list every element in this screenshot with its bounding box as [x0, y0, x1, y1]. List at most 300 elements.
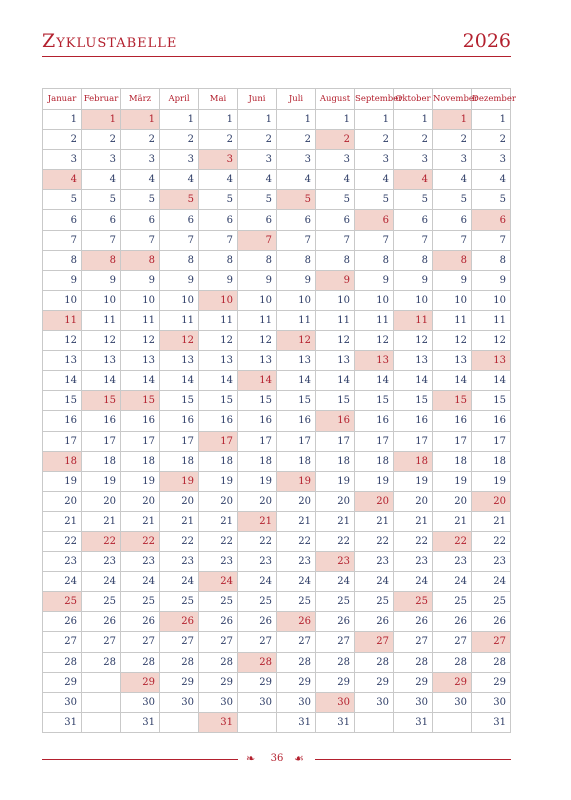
highlighted-day-cell: 28 — [238, 652, 277, 672]
highlighted-day-cell: 23 — [316, 552, 355, 572]
highlighted-day-cell: 3 — [199, 150, 238, 170]
day-row — [43, 371, 511, 391]
day-cell: 28 — [355, 652, 394, 672]
day-cell: 28 — [43, 652, 82, 672]
day-cell: 1 — [394, 110, 433, 130]
highlighted-day-cell: 25 — [43, 592, 82, 612]
day-cell: 2 — [82, 130, 121, 150]
day-cell: 21 — [160, 511, 199, 531]
day-cell: 26 — [316, 612, 355, 632]
day-row — [43, 290, 511, 310]
day-cell: 13 — [394, 351, 433, 371]
day-cell: 16 — [121, 411, 160, 431]
day-cell: 23 — [43, 552, 82, 572]
day-cell: 24 — [355, 572, 394, 592]
day-cell: 2 — [433, 130, 472, 150]
day-cell: 17 — [82, 431, 121, 451]
day-row — [43, 652, 511, 672]
day-cell: 31 — [43, 712, 82, 732]
day-cell: 21 — [394, 511, 433, 531]
day-cell: 30 — [121, 692, 160, 712]
month-header: Januar — [43, 89, 82, 110]
day-cell: 22 — [277, 531, 316, 551]
year-label: 2026 — [462, 30, 511, 52]
day-cell: 7 — [316, 230, 355, 250]
day-cell: 4 — [160, 170, 199, 190]
day-cell: 16 — [199, 411, 238, 431]
day-cell: 28 — [394, 652, 433, 672]
day-cell: 25 — [277, 592, 316, 612]
day-cell: 18 — [82, 451, 121, 471]
day-cell: 21 — [472, 511, 511, 531]
day-cell: 20 — [199, 491, 238, 511]
day-cell: 7 — [277, 230, 316, 250]
day-cell: 16 — [82, 411, 121, 431]
page-footer — [42, 752, 511, 768]
day-cell: 17 — [277, 431, 316, 451]
month-header: Mai — [199, 89, 238, 110]
day-cell: 16 — [43, 411, 82, 431]
day-cell: 10 — [433, 290, 472, 310]
highlighted-day-cell: 15 — [433, 391, 472, 411]
highlighted-day-cell: 24 — [199, 572, 238, 592]
day-row — [43, 612, 511, 632]
day-cell: 14 — [277, 371, 316, 391]
highlighted-day-cell: 18 — [43, 451, 82, 471]
highlighted-day-cell: 18 — [394, 451, 433, 471]
day-cell: 20 — [82, 491, 121, 511]
highlighted-day-cell: 11 — [394, 310, 433, 330]
day-cell: 3 — [82, 150, 121, 170]
day-cell: 19 — [238, 471, 277, 491]
day-cell: 12 — [82, 331, 121, 351]
day-cell: 21 — [355, 511, 394, 531]
day-cell: 8 — [277, 250, 316, 270]
day-cell: 8 — [472, 250, 511, 270]
day-cell: 7 — [160, 230, 199, 250]
day-cell: 23 — [160, 552, 199, 572]
day-row — [43, 491, 511, 511]
day-cell: 11 — [355, 310, 394, 330]
day-cell: 4 — [121, 170, 160, 190]
day-cell: 17 — [43, 431, 82, 451]
empty-cell — [433, 712, 472, 732]
day-cell: 31 — [316, 712, 355, 732]
day-cell: 27 — [433, 632, 472, 652]
day-cell: 21 — [316, 511, 355, 531]
highlighted-day-cell: 15 — [82, 391, 121, 411]
day-cell: 5 — [316, 190, 355, 210]
highlighted-day-cell: 22 — [121, 531, 160, 551]
day-cell: 19 — [199, 471, 238, 491]
day-cell: 12 — [316, 331, 355, 351]
month-header: April — [160, 89, 199, 110]
cycle-table — [42, 88, 516, 733]
day-cell: 28 — [316, 652, 355, 672]
day-cell: 30 — [199, 692, 238, 712]
day-cell: 28 — [160, 652, 199, 672]
day-cell: 11 — [199, 310, 238, 330]
day-cell: 7 — [199, 230, 238, 250]
day-cell: 13 — [199, 351, 238, 371]
day-cell: 8 — [160, 250, 199, 270]
day-cell: 10 — [82, 290, 121, 310]
month-header-row — [43, 89, 511, 110]
day-cell: 7 — [394, 230, 433, 250]
day-cell: 14 — [472, 371, 511, 391]
day-row — [43, 310, 511, 330]
day-cell: 14 — [43, 371, 82, 391]
day-cell: 23 — [355, 552, 394, 572]
day-cell: 25 — [238, 592, 277, 612]
highlighted-day-cell: 29 — [433, 672, 472, 692]
day-cell: 2 — [394, 130, 433, 150]
footer-rule-left — [42, 759, 238, 760]
day-cell: 11 — [238, 310, 277, 330]
day-row — [43, 511, 511, 531]
day-row — [43, 471, 511, 491]
day-cell: 31 — [277, 712, 316, 732]
day-cell: 25 — [355, 592, 394, 612]
day-cell: 5 — [472, 190, 511, 210]
day-rows — [43, 110, 511, 733]
highlighted-day-cell: 30 — [316, 692, 355, 712]
day-cell: 16 — [277, 411, 316, 431]
day-cell: 18 — [316, 451, 355, 471]
day-cell: 24 — [472, 572, 511, 592]
day-cell: 5 — [43, 190, 82, 210]
day-cell: 8 — [199, 250, 238, 270]
day-cell: 17 — [121, 431, 160, 451]
day-cell: 17 — [355, 431, 394, 451]
day-cell: 5 — [394, 190, 433, 210]
day-row — [43, 572, 511, 592]
highlighted-day-cell: 19 — [160, 471, 199, 491]
day-cell: 25 — [82, 592, 121, 612]
highlighted-day-cell: 8 — [433, 250, 472, 270]
highlighted-day-cell: 2 — [316, 130, 355, 150]
month-header: September — [355, 89, 394, 110]
day-cell: 27 — [82, 632, 121, 652]
day-cell: 24 — [238, 572, 277, 592]
day-cell: 14 — [433, 371, 472, 391]
day-cell: 30 — [355, 692, 394, 712]
day-cell: 29 — [316, 672, 355, 692]
day-cell: 30 — [277, 692, 316, 712]
day-cell: 7 — [433, 230, 472, 250]
highlighted-day-cell: 8 — [82, 250, 121, 270]
day-cell: 13 — [433, 351, 472, 371]
day-cell: 17 — [472, 431, 511, 451]
day-cell: 24 — [160, 572, 199, 592]
day-row — [43, 411, 511, 431]
day-cell: 10 — [394, 290, 433, 310]
day-cell: 2 — [472, 130, 511, 150]
day-cell: 23 — [82, 552, 121, 572]
empty-cell — [355, 712, 394, 732]
day-cell: 1 — [199, 110, 238, 130]
day-cell: 9 — [433, 270, 472, 290]
day-cell: 1 — [472, 110, 511, 130]
day-cell: 29 — [199, 672, 238, 692]
day-cell: 5 — [121, 190, 160, 210]
day-cell: 4 — [199, 170, 238, 190]
highlighted-day-cell: 26 — [277, 612, 316, 632]
day-cell: 7 — [472, 230, 511, 250]
day-cell: 3 — [355, 150, 394, 170]
day-cell: 6 — [43, 210, 82, 230]
day-cell: 2 — [355, 130, 394, 150]
day-cell: 5 — [199, 190, 238, 210]
day-cell: 23 — [433, 552, 472, 572]
day-cell: 4 — [355, 170, 394, 190]
day-cell: 16 — [394, 411, 433, 431]
day-cell: 22 — [160, 531, 199, 551]
day-cell: 7 — [43, 230, 82, 250]
day-cell: 20 — [160, 491, 199, 511]
highlighted-day-cell: 29 — [121, 672, 160, 692]
day-row — [43, 552, 511, 572]
day-cell: 27 — [121, 632, 160, 652]
day-cell: 9 — [472, 270, 511, 290]
day-cell: 10 — [277, 290, 316, 310]
day-cell: 8 — [394, 250, 433, 270]
day-cell: 9 — [238, 270, 277, 290]
day-cell: 8 — [355, 250, 394, 270]
month-header: Oktober — [394, 89, 433, 110]
day-cell: 22 — [355, 531, 394, 551]
highlighted-day-cell: 7 — [238, 230, 277, 250]
day-cell: 23 — [199, 552, 238, 572]
highlighted-day-cell: 11 — [43, 310, 82, 330]
day-cell: 22 — [199, 531, 238, 551]
month-header: Juni — [238, 89, 277, 110]
day-cell: 3 — [160, 150, 199, 170]
highlighted-day-cell: 1 — [433, 110, 472, 130]
day-cell: 18 — [238, 451, 277, 471]
day-cell: 10 — [238, 290, 277, 310]
day-cell: 4 — [433, 170, 472, 190]
day-cell: 11 — [472, 310, 511, 330]
day-cell: 27 — [160, 632, 199, 652]
day-cell: 23 — [277, 552, 316, 572]
day-cell: 1 — [355, 110, 394, 130]
day-cell: 25 — [316, 592, 355, 612]
day-cell: 29 — [160, 672, 199, 692]
day-cell: 24 — [394, 572, 433, 592]
day-cell: 29 — [394, 672, 433, 692]
day-cell: 8 — [238, 250, 277, 270]
day-cell: 20 — [433, 491, 472, 511]
day-cell: 4 — [472, 170, 511, 190]
day-cell: 3 — [316, 150, 355, 170]
day-cell: 17 — [316, 431, 355, 451]
day-cell: 22 — [43, 531, 82, 551]
day-cell: 11 — [121, 310, 160, 330]
day-row — [43, 592, 511, 612]
day-cell: 30 — [160, 692, 199, 712]
day-cell: 18 — [121, 451, 160, 471]
day-cell: 26 — [472, 612, 511, 632]
day-cell: 30 — [433, 692, 472, 712]
day-cell: 12 — [43, 331, 82, 351]
day-cell: 30 — [394, 692, 433, 712]
day-row — [43, 431, 511, 451]
day-cell: 24 — [316, 572, 355, 592]
day-cell: 29 — [472, 672, 511, 692]
day-cell: 17 — [160, 431, 199, 451]
day-cell: 15 — [199, 391, 238, 411]
day-cell: 13 — [82, 351, 121, 371]
day-cell: 18 — [160, 451, 199, 471]
day-row — [43, 270, 511, 290]
day-cell: 13 — [238, 351, 277, 371]
day-cell: 3 — [277, 150, 316, 170]
highlighted-day-cell: 22 — [433, 531, 472, 551]
highlighted-day-cell: 21 — [238, 511, 277, 531]
page-number: 36 — [270, 753, 284, 764]
day-row — [43, 531, 511, 551]
day-cell: 12 — [121, 331, 160, 351]
day-cell: 4 — [82, 170, 121, 190]
day-cell: 5 — [82, 190, 121, 210]
highlighted-day-cell: 10 — [199, 290, 238, 310]
empty-cell — [82, 712, 121, 732]
day-cell: 11 — [433, 310, 472, 330]
day-cell: 12 — [433, 331, 472, 351]
day-cell: 6 — [121, 210, 160, 230]
day-cell: 2 — [277, 130, 316, 150]
day-cell: 24 — [43, 572, 82, 592]
day-row — [43, 250, 511, 270]
day-cell: 6 — [433, 210, 472, 230]
empty-cell — [238, 712, 277, 732]
day-cell: 12 — [472, 331, 511, 351]
day-cell: 18 — [472, 451, 511, 471]
empty-cell — [82, 692, 121, 712]
day-cell: 1 — [238, 110, 277, 130]
day-cell: 30 — [238, 692, 277, 712]
day-cell: 22 — [238, 531, 277, 551]
day-cell: 28 — [121, 652, 160, 672]
day-row — [43, 391, 511, 411]
day-cell: 5 — [238, 190, 277, 210]
day-cell: 14 — [160, 371, 199, 391]
day-cell: 21 — [433, 511, 472, 531]
highlighted-day-cell: 13 — [355, 351, 394, 371]
day-cell: 7 — [355, 230, 394, 250]
day-row — [43, 692, 511, 712]
day-cell: 5 — [433, 190, 472, 210]
day-cell: 28 — [277, 652, 316, 672]
day-cell: 28 — [472, 652, 511, 672]
highlighted-day-cell: 12 — [277, 331, 316, 351]
day-cell: 6 — [82, 210, 121, 230]
day-cell: 26 — [433, 612, 472, 632]
day-row — [43, 351, 511, 371]
day-cell: 1 — [43, 110, 82, 130]
flourish-right-icon: ☙ — [294, 752, 304, 765]
highlighted-day-cell: 4 — [43, 170, 82, 190]
day-cell: 25 — [199, 592, 238, 612]
day-cell: 17 — [238, 431, 277, 451]
day-cell: 26 — [238, 612, 277, 632]
day-cell: 21 — [43, 511, 82, 531]
day-cell: 19 — [472, 471, 511, 491]
day-cell: 10 — [121, 290, 160, 310]
day-cell: 29 — [238, 672, 277, 692]
day-cell: 15 — [394, 391, 433, 411]
day-cell: 13 — [121, 351, 160, 371]
day-cell: 14 — [394, 371, 433, 391]
day-cell: 22 — [472, 531, 511, 551]
day-row — [43, 190, 511, 210]
day-cell: 13 — [316, 351, 355, 371]
day-cell: 2 — [199, 130, 238, 150]
day-cell: 19 — [433, 471, 472, 491]
day-cell: 24 — [277, 572, 316, 592]
day-cell: 3 — [433, 150, 472, 170]
highlighted-day-cell: 26 — [160, 612, 199, 632]
day-cell: 3 — [43, 150, 82, 170]
day-cell: 4 — [238, 170, 277, 190]
day-cell: 13 — [160, 351, 199, 371]
day-cell: 26 — [121, 612, 160, 632]
day-cell: 27 — [277, 632, 316, 652]
day-cell: 20 — [238, 491, 277, 511]
day-cell: 13 — [43, 351, 82, 371]
day-cell: 4 — [316, 170, 355, 190]
highlighted-day-cell: 22 — [82, 531, 121, 551]
day-cell: 24 — [82, 572, 121, 592]
day-cell: 6 — [316, 210, 355, 230]
day-cell: 14 — [355, 371, 394, 391]
highlighted-day-cell: 15 — [121, 391, 160, 411]
day-cell: 16 — [355, 411, 394, 431]
day-cell: 27 — [43, 632, 82, 652]
highlighted-day-cell: 12 — [160, 331, 199, 351]
day-cell: 20 — [394, 491, 433, 511]
day-cell: 14 — [316, 371, 355, 391]
page-title: Zyklustabelle — [42, 30, 178, 52]
day-cell: 18 — [277, 451, 316, 471]
day-cell: 27 — [238, 632, 277, 652]
day-cell: 27 — [199, 632, 238, 652]
day-cell: 27 — [394, 632, 433, 652]
day-cell: 31 — [121, 712, 160, 732]
highlighted-day-cell: 16 — [316, 411, 355, 431]
day-cell: 25 — [160, 592, 199, 612]
day-cell: 12 — [394, 331, 433, 351]
day-cell: 12 — [355, 331, 394, 351]
day-cell: 23 — [472, 552, 511, 572]
day-row — [43, 672, 511, 692]
day-cell: 29 — [355, 672, 394, 692]
day-cell: 30 — [43, 692, 82, 712]
day-row — [43, 712, 511, 732]
day-cell: 15 — [160, 391, 199, 411]
day-cell: 21 — [82, 511, 121, 531]
day-cell: 21 — [121, 511, 160, 531]
day-cell: 6 — [160, 210, 199, 230]
day-cell: 25 — [433, 592, 472, 612]
day-cell: 12 — [199, 331, 238, 351]
highlighted-day-cell: 6 — [355, 210, 394, 230]
day-cell: 23 — [394, 552, 433, 572]
day-cell: 15 — [316, 391, 355, 411]
day-row — [43, 210, 511, 230]
day-cell: 10 — [472, 290, 511, 310]
